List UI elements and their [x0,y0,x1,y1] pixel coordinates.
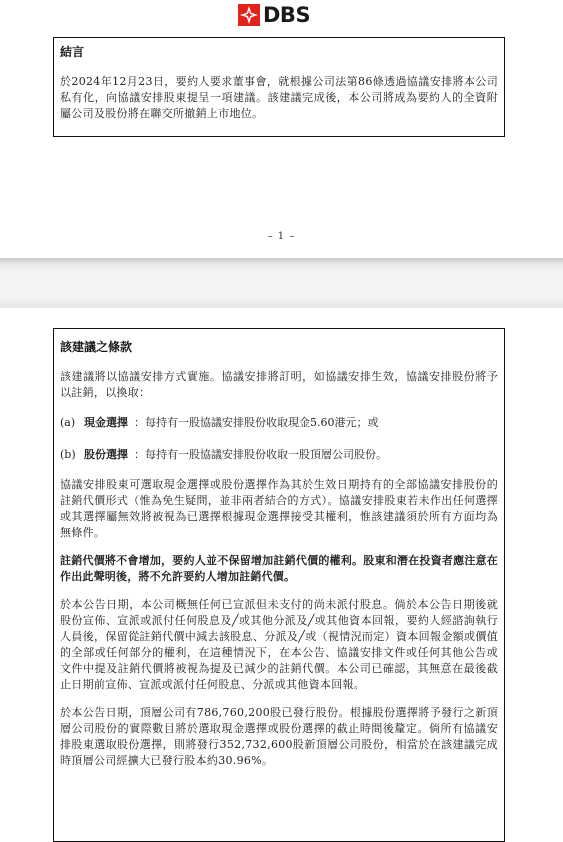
terms-intro: 該建議將以協議安排方式實施。協議安排將訂明，如協議安排生效，協議安排股份將予以註銷，以換取： [60,370,498,399]
no-increase-statement: 註銷代價將不會增加，要約人並不保留增加註銷代價的權利。股東和潛在投資者應注意在作出此聲明後，將不允許要約人增加註銷代價。 [60,554,498,583]
share-issue-paragraph: 於本公告日期，頂層公司有786,760,200股已發行股份。根據股份選擇將予發行之新頂層公司股份的實際數目將於選取現金選擇或股份選擇的截止時間後釐定。倘所有協議安排股東選取股份選擇，則將發行352,732,600股新頂層公司股份，相當於在該建議完成時頂層公司經擴大已發行股本約30.96%。 [60,706,498,767]
option-label: (a) [60,416,76,429]
page-2 [0,308,563,842]
option-cash [60,415,498,431]
option-share [60,447,498,463]
section-title-terms: 該建議之條款 [60,340,133,354]
proposal-terms-box [53,328,505,842]
page-separator [0,258,563,308]
option-text: ：每持有一股協議安排股份收取一股頂層公司股份。 [134,448,387,461]
conclusion-paragraph: 於2024年12月23日，要約人要求董事會，就根據公司法第86條透過協議安排將本公司私有化，向協議安排股東提呈一項建議。該建議完成後，本公司將成為要約人的全資附屬公司及股份將在聯交所撤銷上市地位。 [60,75,498,120]
option-title: 現金選擇 [84,416,128,429]
logo-text: DBS [263,3,311,27]
page-number: – 1 – [267,231,296,242]
option-text: ：每持有一股協議安排股份收取現金5.60港元；或 [134,416,379,429]
dbs-star-logo-icon [238,4,260,26]
dbs-logo [238,3,310,27]
option-label: (b) [60,448,76,461]
election-paragraph: 協議安排股東可選取現金選擇或股份選擇作為其於生效日期持有的全部協議安排股份的註銷代價形式（惟為免生疑問，並非兩者結合的方式）。協議安排股東若未作出任何選擇或其選擇屬無效將被視為已選擇根據現金選擇接受其權利，惟該建議須於所有方面均為無條件。 [60,478,498,539]
page-1 [0,0,563,258]
section-title-conclusion: 結言 [60,45,85,59]
option-title: 股份選擇 [84,448,128,461]
dividend-paragraph: 於本公告日期，本公司概無任何已宣派但未支付的尚未派付股息。倘於本公告日期後就股份宣佈、宣派或派付任何股息及╱或其他分派及╱或其他資本回報，要約人經諮詢執行人員後，保留從註銷代價中減去該股息、分派及╱或（視情況而定）資本回報金額或價值的全部或任何部分的權利，在這種情況下，在本公告、協議安排文件或任何其他公告或文件中提及註銷代價將被視為提及已減少的註銷代價。本公司已確認，其無意在最後截止日期前宣佈、宣派或派付任何股息、分派或其他資本回報。 [60,598,498,691]
conclusion-box [53,37,505,137]
